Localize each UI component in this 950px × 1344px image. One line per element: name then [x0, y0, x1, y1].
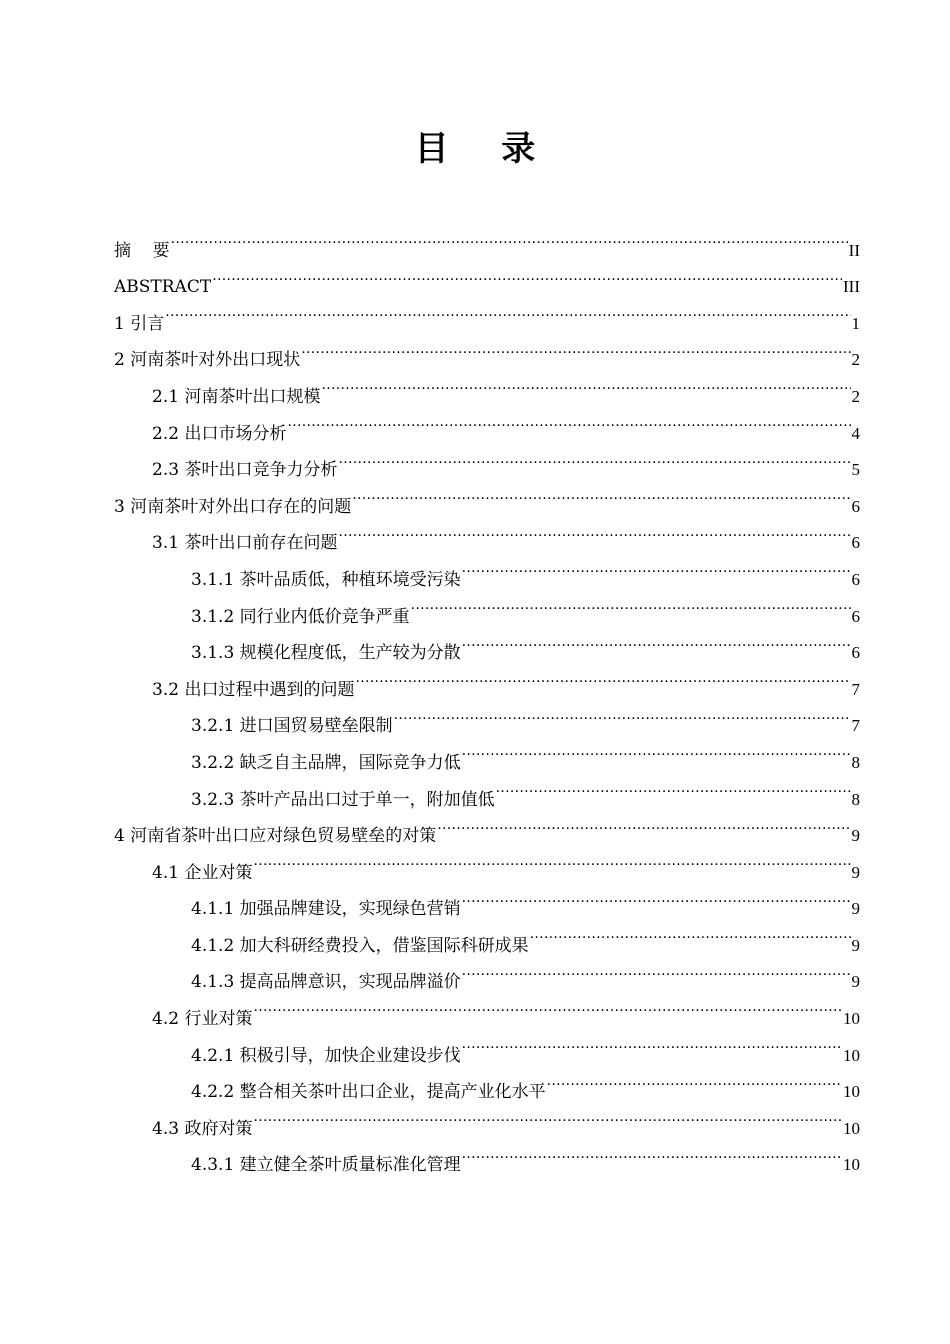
toc-entry-page-number: 10	[843, 1082, 860, 1102]
toc-leader-dots	[462, 1134, 842, 1171]
toc-entry-page-number: 1	[851, 313, 860, 333]
toc-entry-label: 3.2.3 茶叶产品出口过于单一，附加值低	[191, 789, 495, 810]
toc-leader-dots	[462, 622, 851, 659]
toc-entry-label: 3.2.2 缺乏自主品牌，国际竞争力低	[191, 752, 461, 773]
toc-entry[interactable]	[114, 292, 860, 334]
toc-leader-dots	[338, 439, 850, 476]
toc-leader-dots	[165, 292, 850, 329]
toc-entry-page-number: 9	[851, 935, 860, 955]
toc-entry-label: 3.1.1 茶叶品质低，种植环境受污染	[191, 569, 461, 590]
toc-entry-label: 3.1.2 同行业内低价竞争严重	[191, 606, 410, 627]
toc-entry[interactable]	[114, 329, 860, 371]
toc-entry-page-number: 10	[843, 1118, 860, 1138]
toc-leader-dots	[496, 768, 851, 805]
toc-entry-label: ABSTRACT	[114, 277, 212, 298]
toc-entry-page-number: 6	[851, 569, 860, 589]
toc-entry[interactable]	[114, 219, 860, 261]
toc-entry-page-number: 6	[851, 533, 860, 553]
toc-entry-label: 3 河南茶叶对外出口存在的问题	[114, 496, 352, 517]
toc-entry-label: 2.1 河南茶叶出口规模	[152, 386, 321, 407]
toc-entry-page-number: 10	[843, 1155, 860, 1175]
toc-leader-dots	[253, 987, 842, 1024]
toc-entry-page-number: 10	[843, 1045, 860, 1065]
toc-entry-label: 4.3 政府对策	[152, 1118, 253, 1139]
toc-entry-page-number: 6	[851, 643, 860, 663]
toc-entry-page-number: 7	[851, 679, 860, 699]
toc-entry-label: 4 河南省茶叶出口应对绿色贸易壁垒的对策	[114, 826, 437, 847]
toc-entry-page-number: 9	[851, 972, 860, 992]
toc-entry-page-number: 7	[851, 716, 860, 736]
toc-entry-label: 4.2.1 积极引导，加快企业建设步伐	[191, 1045, 461, 1066]
toc-leader-dots	[253, 841, 850, 878]
toc-leader-dots	[462, 548, 851, 585]
toc-leader-dots	[462, 878, 851, 915]
toc-entry-label: 2.3 茶叶出口竞争力分析	[152, 460, 338, 481]
toc-entry-page-number: 10	[843, 1009, 860, 1029]
toc-leader-dots	[301, 329, 850, 366]
toc-leader-dots	[462, 731, 851, 768]
toc-entry[interactable]	[114, 256, 860, 298]
toc-entry-page-number: 4	[851, 423, 860, 443]
toc-leader-dots	[253, 1097, 842, 1134]
toc-leader-dots	[394, 695, 851, 732]
toc-leader-dots	[530, 914, 851, 951]
toc-entry-page-number: 6	[851, 496, 860, 516]
toc-entry-page-number: II	[848, 240, 860, 260]
toc-entry-label: 4.2 行业对策	[152, 1009, 253, 1030]
toc-leader-dots	[547, 1061, 842, 1098]
toc-entry-label: 4.3.1 建立健全茶叶质量标准化管理	[191, 1155, 461, 1176]
toc-entry-page-number: 9	[851, 899, 860, 919]
toc-entry-label: 4.1.3 提高品牌意识，实现品牌溢价	[191, 972, 461, 993]
toc-leader-dots	[338, 512, 850, 549]
table-of-contents	[114, 219, 860, 1176]
toc-entry-label: 4.2.2 整合相关茶叶出口企业，提高产业化水平	[191, 1082, 546, 1103]
toc-entry-label: 3.1.3 规模化程度低，生产较为分散	[191, 643, 461, 664]
toc-leader-dots	[462, 1024, 842, 1061]
toc-leader-dots	[355, 658, 850, 695]
toc-entry-page-number: 2	[851, 386, 860, 406]
toc-leader-dots	[212, 256, 842, 293]
toc-entry-label: 4.1.2 加大科研经费投入，借鉴国际科研成果	[191, 935, 529, 956]
toc-entry-page-number: 6	[851, 606, 860, 626]
toc-entry-label: 2.2 出口市场分析	[152, 423, 287, 444]
toc-leader-dots	[287, 402, 850, 439]
toc-entry-label: 3.2.1 进口国贸易壁垒限制	[191, 716, 393, 737]
toc-entry-label: 4.1.1 加强品牌建设，实现绿色营销	[191, 899, 461, 920]
toc-entry-label: 3.2 出口过程中遇到的问题	[152, 679, 355, 700]
toc-entry-page-number: III	[843, 277, 860, 297]
toc-leader-dots	[462, 951, 851, 988]
toc-entry-page-number: 9	[851, 862, 860, 882]
toc-entry-label: 3.1 茶叶出口前存在问题	[152, 533, 338, 554]
toc-leader-dots	[171, 219, 848, 256]
toc-leader-dots	[352, 475, 850, 512]
toc-entry-page-number: 2	[851, 350, 860, 370]
toc-entry-page-number: 8	[851, 789, 860, 809]
toc-leader-dots	[411, 585, 851, 622]
toc-entry-page-number: 8	[851, 752, 860, 772]
toc-entry-label: 4.1 企业对策	[152, 862, 253, 883]
toc-entry-page-number: 9	[851, 826, 860, 846]
toc-leader-dots	[321, 365, 850, 402]
page-title: 目 录	[414, 129, 556, 169]
toc-entry-label: 1 引言	[114, 313, 165, 334]
toc-entry-page-number: 5	[851, 460, 860, 480]
toc-entry-label: 2 河南茶叶对外出口现状	[114, 350, 301, 371]
toc-entry-label: 摘 要	[114, 240, 170, 261]
toc-leader-dots	[437, 805, 850, 842]
